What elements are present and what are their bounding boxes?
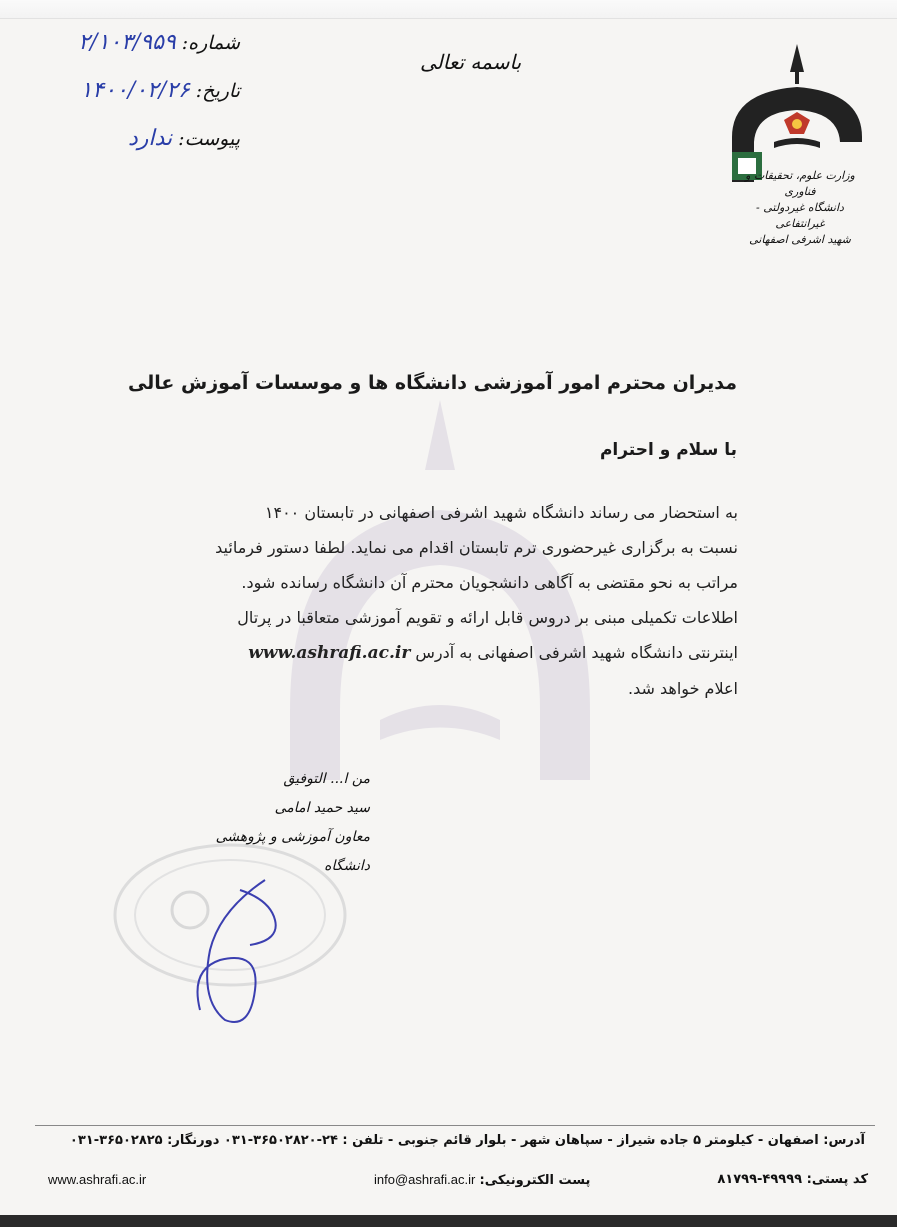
body-line-6: اعلام خواهد شد. [628, 679, 738, 698]
date-label: تاریخ: [195, 80, 240, 102]
logo-line-2: دانشگاه غیردولتی - غیرانتفاعی [756, 201, 844, 230]
header-meta [40, 30, 240, 174]
body-line-1: به استحضار می رساند دانشگاه شهید اشرفی اصفهانی در تابستان ۱۴۰۰ [264, 503, 738, 522]
footer-website[interactable]: www.ashrafi.ac.ir [48, 1172, 147, 1187]
footer-email-group [368, 1172, 590, 1188]
logo-line-1: وزارت علوم، تحقیقات و فناوری [745, 169, 855, 198]
handwritten-signature [180, 870, 290, 1030]
footer-address: آدرس: اصفهان - کیلومتر ۵ جاده شیراز - سپاهان شهر - بلوار قائم جنوبی - تلفن : ۲۴-۳۶۵۰۲۸۲۰-۰۳۱ دورنگار: ۳۶۵۰۲۸۲۵-۰۳۱ [69, 1133, 865, 1148]
signatory-name: سید حمید امامی [274, 800, 370, 816]
scan-top-edge [0, 0, 897, 19]
attachment-value: ندارد [127, 126, 173, 151]
signatory-title: معاون آموزشی و پژوهشی دانشگاه [215, 829, 370, 874]
body-line-5-text: اینترنتی دانشگاه شهید اشرفی اصفهانی به آدرس [415, 643, 738, 662]
greeting: با سلام و احترام [599, 440, 737, 460]
signature-closing: من ا... التوفیق [283, 771, 370, 787]
date-value: ۱۴۰۰/۰۲/۲۶ [80, 78, 190, 103]
footer-divider [35, 1125, 875, 1126]
attachment-label: پیوست: [178, 128, 240, 150]
logo-caption [735, 168, 865, 248]
logo-line-3: شهید اشرفی اصفهانی [749, 233, 851, 246]
footer-contact-row [48, 1172, 868, 1192]
footer-email[interactable]: info@ashrafi.ac.ir [374, 1172, 476, 1187]
signature-block [210, 765, 370, 881]
letter-body [150, 495, 738, 706]
footer-email-label: پست الکترونیکی: [479, 1173, 591, 1188]
scan-bottom-edge [0, 1215, 897, 1227]
attachment-row [40, 126, 240, 174]
number-label: شماره: [181, 32, 240, 54]
body-line-3: مراتب به نحو مقتضی به آگاهی دانشجویان محترم آن دانشگاه رسانده شود. [241, 573, 738, 592]
recipient-heading: مدیران محترم امور آموزشی دانشگاه ها و موسسات آموزش عالی [127, 372, 737, 394]
footer-postal-code: کد پستی: ۴۹۹۹۹-۸۱۷۹۹ [717, 1172, 868, 1187]
body-line-2: نسبت به برگزاری غیرحضوری ترم تابستان اقدام می نماید. لطفا دستور فرمائید [215, 538, 738, 557]
bismillah-heading: باسمه تعالی [420, 50, 522, 74]
number-row [40, 30, 240, 78]
body-website-link[interactable]: www.ashrafi.ac.ir [248, 643, 411, 663]
date-row [40, 78, 240, 126]
body-line-4: اطلاعات تکمیلی مبنی بر دروس قابل ارائه و تقویم آموزشی متعاقبا در پرتال [237, 608, 738, 627]
body-line-5 [150, 635, 738, 671]
number-value: ۲/۱۰۳/۹۵۹ [78, 30, 176, 55]
